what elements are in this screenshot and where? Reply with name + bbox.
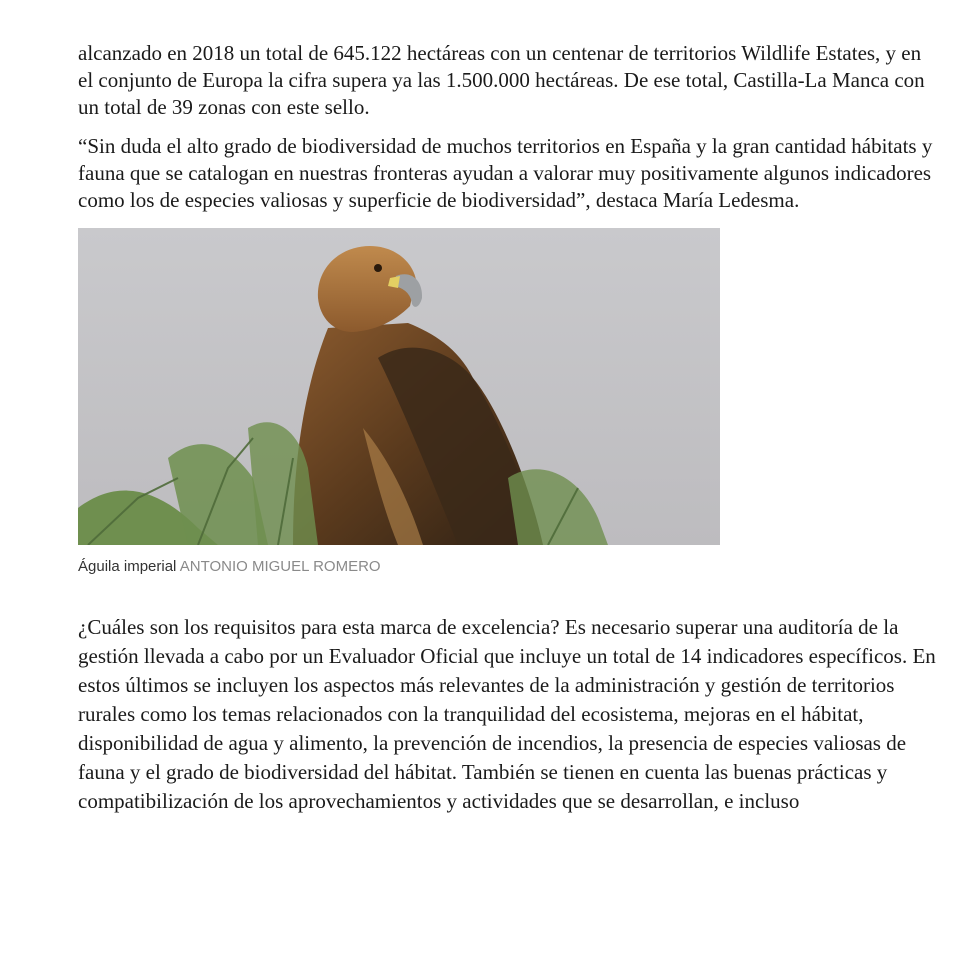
article-figure: [78, 228, 720, 575]
paragraph-requisitos: ¿Cuáles son los requisitos para esta marca de excelencia? Es necesario superar una auditoría de la gestión llevada a cabo por un Evaluador Oficial que incluye un total de 14 indicadores específicos. En estos últimos se incluyen los aspectos más relevantes de la administración y gestión de territorios rurales como los temas relacionados con la tranquilidad del ecosistema, mejoras en el hábitat, disponibilidad de agua y alimento, la prevención de incendios, la presencia de especies valiosas de fauna y el grado de biodiversidad del hábitat. También se tienen en cuenta las buenas prácticas y compatibilización de los aprovechamientos y actividades que se desarrollan, e incluso: [78, 615, 936, 813]
paragraph-quote-ledesma: “Sin duda el alto grado de biodiversidad de muchos territorios en España y la gran cantidad hábitats y fauna que se catalogan en nuestras fronteras ayudan a valorar muy positivamente algunos indicadores como los de especies valiosas y superficie de biodiversidad”, destaca María Ledesma.: [78, 134, 933, 212]
figure-caption: [78, 558, 720, 575]
photo-credit: ANTONIO MIGUEL ROMERO: [179, 558, 381, 575]
eagle-photo[interactable]: [78, 228, 720, 545]
caption-text: Águila imperial: [78, 558, 177, 575]
paragraph-wildlife-estates: alcanzado en 2018 un total de 645.122 hectáreas con un centenar de territorios Wildlife Estates, y en el conjunto de Europa la cifra supera ya las 1.500.000 hectáreas. De ese total, Castilla-La Manca con un total de 39 zonas con este sello.: [78, 41, 925, 119]
article-body: [78, 40, 938, 816]
